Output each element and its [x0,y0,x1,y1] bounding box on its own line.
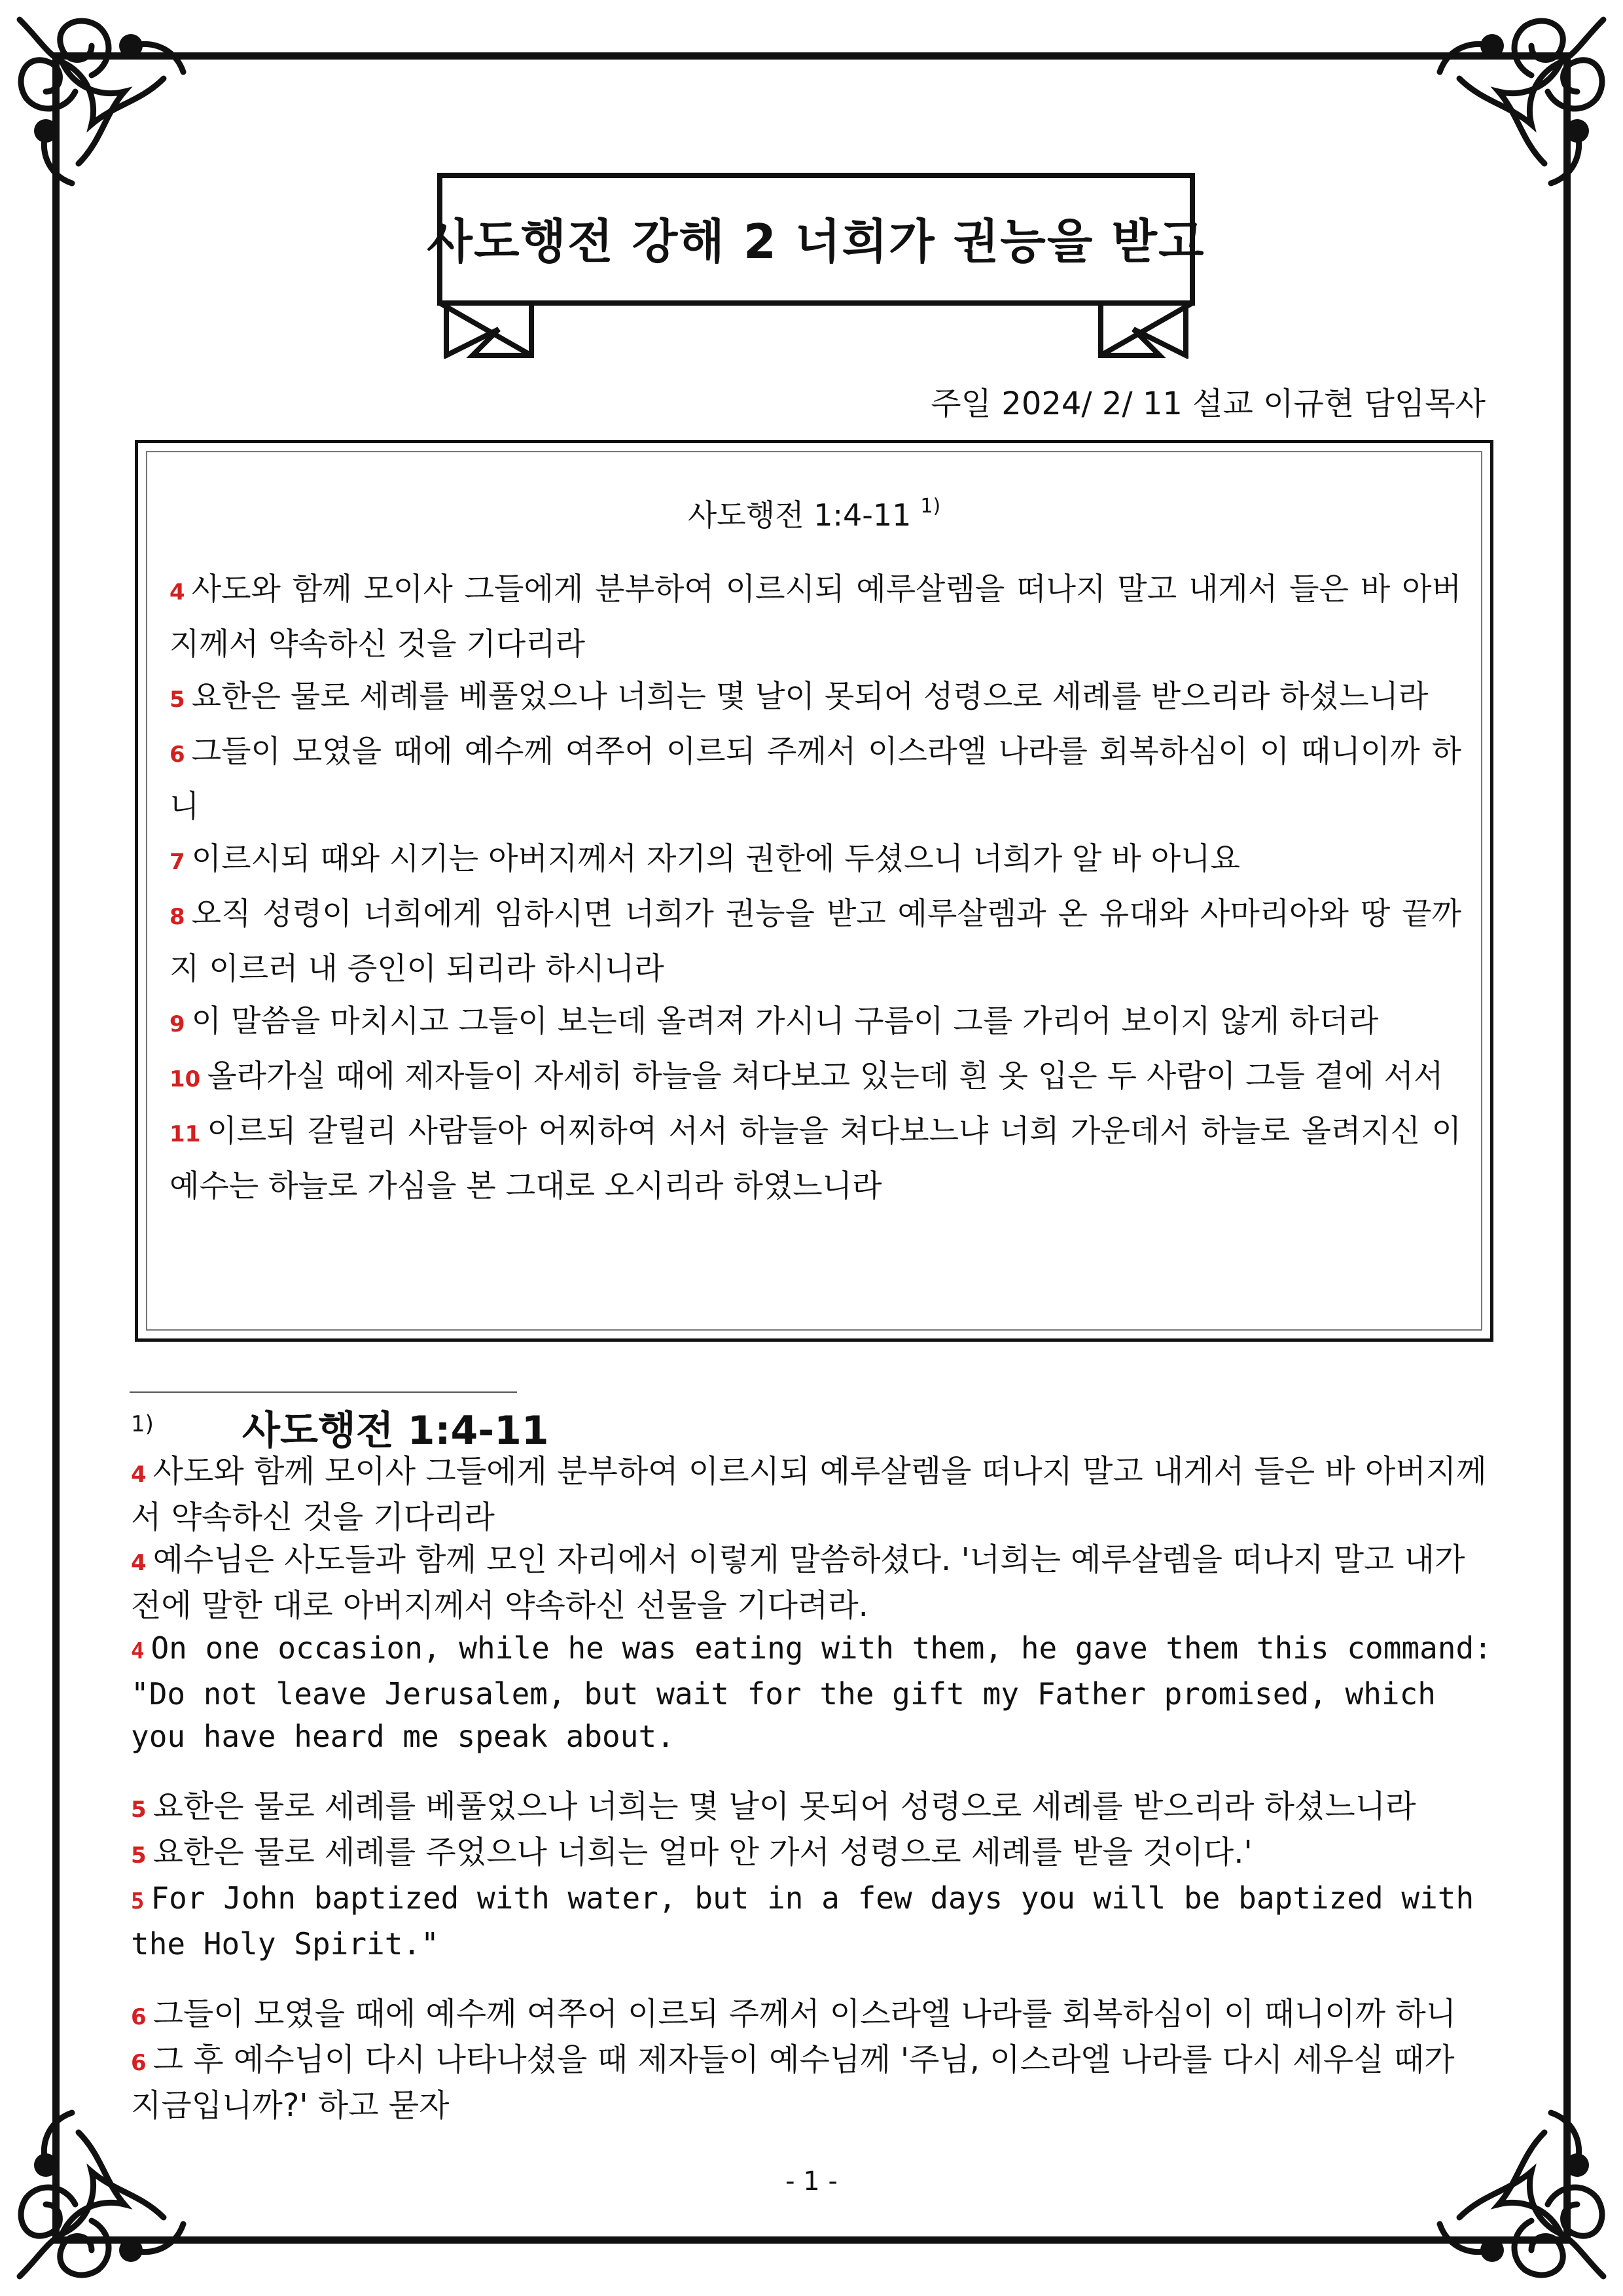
footnote-line [131,2039,1492,2127]
verse-text: 사도와 함께 모이사 그들에게 분부하여 이르시되 예루살렘을 떠나지 말고 내게서 들은 바 아버지께서 약속하신 것을 기다리라 [131,1453,1487,1535]
verse-text: 그들이 모였을 때에 예수께 여쭈어 이르되 주께서 이스라엘 나라를 회복하심이 이 때니이까 하니 [152,1996,1457,2032]
verse-number: 4 [131,1638,145,1664]
scripture-box [135,440,1493,1342]
verse-text: 올라가실 때에 제자들이 자세히 하늘을 쳐다보고 있는데 흰 옷 입은 두 사람이 그들 곁에 서서 [207,1058,1444,1094]
verse-number: 5 [131,1797,147,1823]
verse [169,564,1461,671]
verse-number: 6 [131,2004,147,2030]
verse-text: 요한은 물로 세례를 베풀었으나 너희는 몇 날이 못되어 성령으로 세례를 받으리라 하셨느니라 [191,679,1429,715]
verse [169,833,1461,888]
verse [169,726,1461,833]
verse-list [169,564,1461,1213]
footnote-header [131,1399,1492,1454]
footnote-line [131,1785,1492,1831]
footnote-verse-group [131,1450,1492,1758]
verse-number: 10 [169,1066,201,1092]
footnote-line-english [131,1627,1492,1758]
footnote-verse-group [131,1993,1492,2127]
verse-number: 6 [131,2050,147,2076]
verse-text: 이 말씀을 마치시고 그들이 보는데 올려져 가시니 구름이 그를 가리어 보이지 않게 하더라 [191,1003,1379,1039]
corner-ornament-icon [0,0,209,209]
footnote-verse-group [131,1785,1492,1965]
page-number: - 1 - [785,2166,838,2197]
footnote-marker: 1) [920,495,941,518]
scripture-box-inner [146,451,1482,1331]
verse-number: 4 [169,579,185,605]
verse-text: 요한은 물로 세례를 베풀었으나 너희는 몇 날이 못되어 성령으로 세례를 받으리라 하셨느니라 [152,1788,1416,1825]
corner-ornament-icon [1414,0,1623,209]
verse-text: 사도와 함께 모이사 그들에게 분부하여 이르시되 예루살렘을 떠나지 말고 내게서 들은 바 아버지께서 약속하신 것을 기다리라 [169,571,1461,662]
verse-text: 그들이 모였을 때에 예수께 여쭈어 이르되 주께서 이스라엘 나라를 회복하심이 이 때니이까 하니 [169,734,1461,825]
footnote-line-english [131,1877,1492,1965]
verse [169,888,1461,996]
verse-number: 8 [169,904,185,930]
passage-reference [147,492,1481,535]
footnote-line [131,1993,1492,2039]
verse-number: 4 [131,1462,147,1488]
title-banner [427,169,1205,359]
footnote-separator [130,1391,517,1393]
verse-text: 오직 성령이 너희에게 임하시면 너희가 권능을 받고 예루살렘과 온 유대와 사마리아와 땅 끝까지 이르러 내 증인이 되리라 하시니라 [169,896,1461,987]
verse [169,996,1461,1050]
verse-number: 4 [131,1550,147,1576]
footnote-title: 사도행전 1:4-11 [242,1408,549,1454]
verse-text: 그 후 예수님이 다시 나타나셨을 때 제자들이 예수님께 '주님, 이스라엘 나라를 다시 세우실 때가 지금입니까?' 하고 묻자 [131,2041,1455,2124]
document-title: 사도행전 강해 2 너희가 권능을 받고 [427,214,1205,269]
verse-number: 5 [131,1842,147,1869]
verse-text: 예수님은 사도들과 함께 모인 자리에서 이렇게 말씀하셨다. '너희는 예루살렘을 떠나지 말고 내가 전에 말한 대로 아버지께서 약속하신 선물을 기다려라. [131,1541,1465,1624]
verse [169,671,1461,726]
verse [169,1105,1461,1213]
footnote-line [131,1831,1492,1877]
verse [169,1050,1461,1105]
verse-number: 7 [169,849,185,875]
verse-number: 6 [169,742,185,768]
verse-number: 5 [169,687,185,713]
footnote-number: 1) [131,1411,154,1437]
passage-reference-text: 사도행전 1:4-11 [687,497,912,533]
verse-text: 이르시되 때와 시기는 아버지께서 자기의 권한에 두셨으니 너희가 알 바 아니요 [191,841,1240,877]
footnote [131,1399,1492,2155]
verse-text: 이르되 갈릴리 사람들아 어찌하여 서서 하늘을 쳐다보느냐 너희 가운데서 하늘로 올려지신 이 예수는 하늘로 가심을 본 그대로 오시리라 하였느니라 [169,1113,1461,1204]
verse-number: 9 [169,1011,185,1037]
footnote-line [131,1450,1492,1539]
verse-text: On one occasion, while he was eating with them, he gave them this command: "Do not leave Jerusalem, but wait for the gift my Father promised, which you have heard me speak about. [131,1630,1492,1754]
verse-number: 11 [169,1121,201,1147]
footnote-line [131,1539,1492,1627]
sermon-byline: 주일 2024/ 2/ 11 설교 이규현 담임목사 [931,386,1486,422]
verse-number: 5 [131,1888,145,1914]
verse-text: For John baptized with water, but in a few days you will be baptized with the Holy Spirit." [131,1880,1474,1962]
verse-text: 요한은 물로 세례를 주었으나 너희는 얼마 안 가서 성령으로 세례를 받을 것이다.' [152,1834,1253,1871]
